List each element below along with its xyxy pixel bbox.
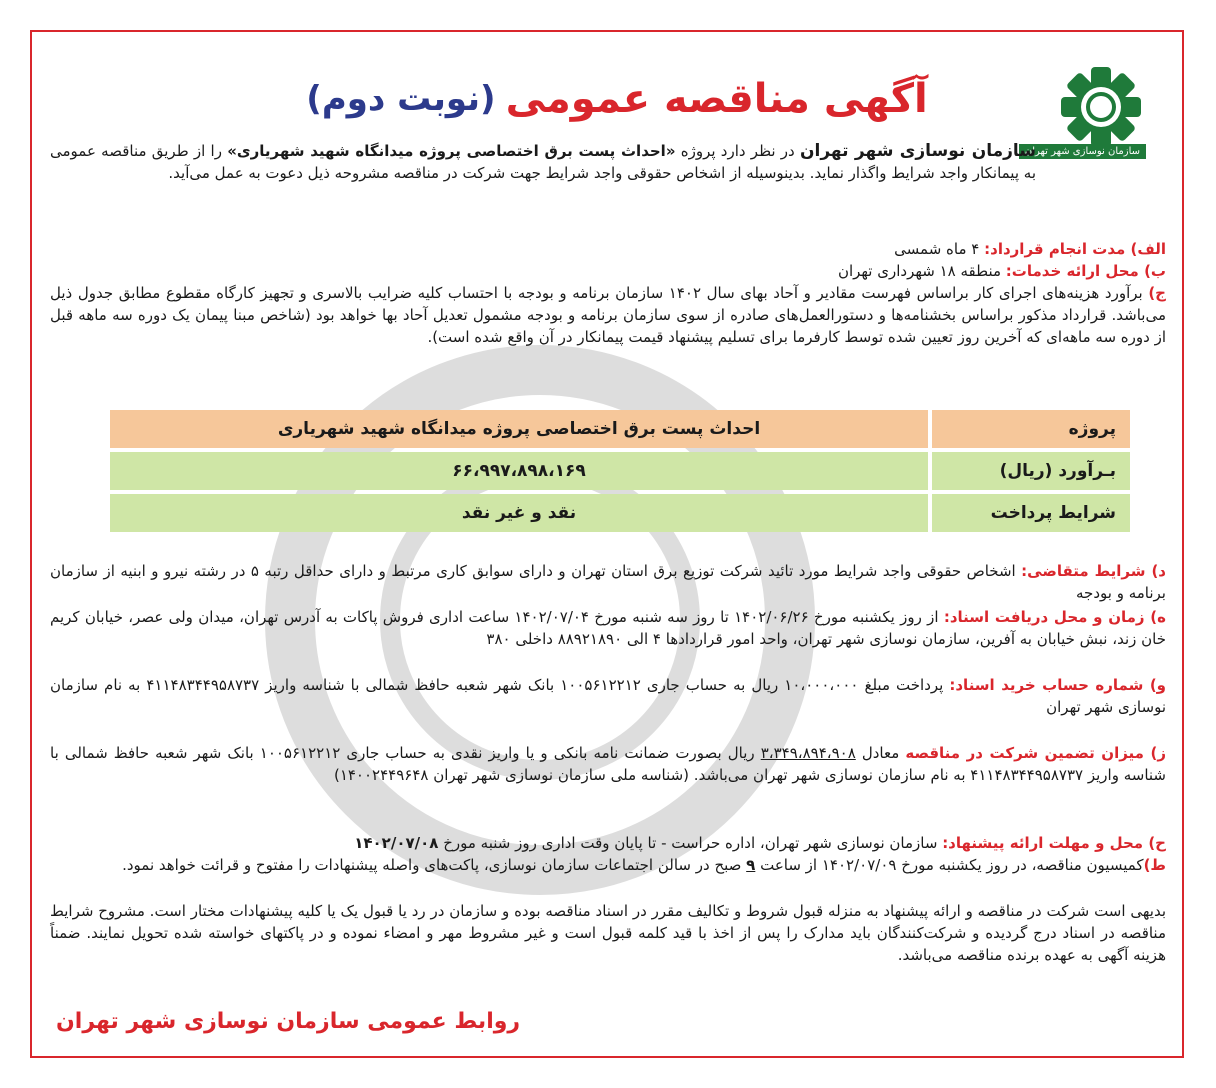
dal-value: اشخاص حقوقی واجد شرایط مورد تائید شرکت توزیع برق استان تهران و دارای سوابق کاری مرتبط و دارای حداقل رتبه ۵ در رشته نیرو و ابنیه از سازمان برنامه و بودجه <box>50 562 1166 602</box>
dal-label: د) شرایط متقاضی: <box>1021 562 1166 580</box>
intro-text-2: را از طریق مناقصه عمومی به پیمانکار واجد شرایط واگذار نماید. بدینوسیله از اشخاص حقوقی واجد شرایط جهت شرکت در مناقصه مشروحه ذیل دعوت به عمل می‌آید. <box>50 142 1036 182</box>
intro-project: «احداث پست برق اختصاصی پروژه میدانگاه شهید شهریاری» <box>227 142 676 160</box>
ze-value: ریال بصورت ضمانت نامه بانکی و یا واریز نقدی به حساب جاری ۱۰۰۵۶۱۲۲۱۲ بانک شهر شعبه حافظ شمالی با شناسه واریز ۴۱۱۴۸۳۴۴۹۵۸۷۳۷ به نام سازمان نوسازی شهر تهران می‌باشد. (شناسه ملی سازمان نوسازی شهر تهران ۱۴۰۰۲۴۴۹۶۴۸) <box>50 744 1166 784</box>
page-title <box>190 64 1044 134</box>
he2-date: ۱۴۰۲/۰۷/۰۸ <box>354 834 439 852</box>
he2-label: ح) محل و مهلت ارائه پیشنهاد: <box>942 834 1166 852</box>
section-ta <box>50 854 1166 876</box>
section-ze <box>50 742 1166 786</box>
table-row <box>110 452 1130 490</box>
org-name-badge: سازمان نوسازی شهر تهران <box>1019 144 1146 159</box>
ta-hour: ۹ <box>746 856 756 874</box>
footer-signature: روابط عمومی سازمان نوسازی شهر تهران <box>56 1009 521 1034</box>
he-label: ه) زمان و محل دریافت اسناد: <box>943 608 1166 626</box>
title-main: آگهی مناقصه عمومی <box>505 76 928 122</box>
table-value-cell: ۶۶،۹۹۷،۸۹۸،۱۶۹ <box>110 452 928 490</box>
table-header-cell: پروژه <box>932 410 1130 448</box>
table-header-cell: بـرآورد (ریال) <box>932 452 1130 490</box>
be-value: منطقه ۱۸ شهرداری تهران <box>837 262 1006 280</box>
table-header-cell: شرایط پرداخت <box>932 494 1130 532</box>
closing-paragraph <box>50 900 1166 966</box>
notice-frame <box>30 30 1184 1058</box>
organization-logo-icon <box>1056 62 1146 152</box>
ta-pre: کمیسیون مناقصه، در روز یکشنبه مورخ ۱۴۰۲/۰۷/۰۹ از ساعت <box>755 856 1144 874</box>
intro-org: سازمان نوسازی شهر تهران <box>799 141 1037 161</box>
table-row <box>110 494 1130 532</box>
table-row <box>110 410 1130 448</box>
jim-label: ج) <box>1148 284 1166 302</box>
ta-label: ط) <box>1143 856 1166 874</box>
vav-label: و) شماره حساب خرید اسناد: <box>949 676 1166 694</box>
intro-text-1: در نظر دارد پروژه <box>675 142 800 160</box>
jim-value: برآورد هزینه‌های اجرای کار براساس فهرست مقادیر و آحاد بهای سال ۱۴۰۲ سازمان برنامه و بودجه با احتساب کلیه ضرایب بالاسری و تجهیز کارگاه مقطوع مطابق جدول ذیل می‌باشد. قرارداد مذکور براساس بخشنامه‌ها و دستورالعمل‌های صادره از سوی سازمان برنامه و بودجه مشمول تعدیل آحاد بها خواهد بود (شاخص مبنا پیمان یک دوره سه ماهه قبل از دوره سه ماهه‌ای که آخرین روز تعیین شده توسط کارفرما برای تسلیم پیشنهاد قیمت پیمانکار در آن واقع شده است). <box>50 284 1166 346</box>
intro-paragraph <box>50 140 1166 184</box>
table-value-cell: نقد و غیر نقد <box>110 494 928 532</box>
ta-value: صبح در سالن اجتماعات سازمان نوسازی، پاکت‌های واصله پیشنهادات را مفتوح و قرائت خواهد نمود. <box>122 856 747 874</box>
closing-text: بدیهی است شرکت در مناقصه و ارائه پیشنهاد به منزله قبول شروط و تکالیف مقرر در اسناد مناقصه بوده و سازمان در رد یا قبول یک یا کلیه پیشنهادات مختار است. مشروح شرایط مناقصه در اسناد درج گردیده و شرکت‌کنندگان باید مدارک را پس از اخذ با قید کلمه قبول است و غیر مشروط مهر و امضاء نموده و در پاکتهای خواسته شده تحویل نمایند. ضمناً هزینه آگهی به عهده برنده مناقصه می‌باشد. <box>50 902 1166 964</box>
vav-value: پرداخت مبلغ ۱۰،۰۰۰،۰۰۰ ریال به حساب جاری ۱۰۰۵۶۱۲۲۱۲ بانک شهر شعبه حافظ شمالی با شناسه واریز ۴۱۱۴۸۳۴۴۹۵۸۷۳۷ به نام سازمان نوسازی شهر تهران <box>50 676 1166 716</box>
section-he2 <box>50 832 1166 854</box>
section-alef <box>50 238 1166 260</box>
section-be <box>50 260 1166 282</box>
ze-pre: معادل <box>855 744 906 762</box>
ze-amount: ۳،۳۴۹،۸۹۴،۹۰۸ <box>760 744 856 762</box>
title-sub: (نوبت دوم) <box>306 79 496 119</box>
section-dal <box>50 560 1166 604</box>
table-value-cell: احداث پست برق اختصاصی پروژه میدانگاه شهید شهریاری <box>110 410 928 448</box>
he-value: از روز یکشنبه مورخ ۱۴۰۲/۰۶/۲۶ تا روز سه شنبه مورخ ۱۴۰۲/۰۷/۰۴ ساعت اداری فروش پاکات به آدرس تهران، میدان ولی عصر، خیابان کریم خان زند، نبش خیابان به آفرین، سازمان نوسازی شهر تهران، واحد امور قراردادها ۴ الی ۸۸۹۲۱۸۹۰ داخلی ۳۸۰ <box>50 608 1166 648</box>
section-jim <box>50 282 1166 348</box>
section-he <box>50 606 1166 650</box>
section-vav <box>50 674 1166 718</box>
be-label: ب) محل ارائه خدمات: <box>1005 262 1166 280</box>
project-table <box>106 406 1134 536</box>
alef-label: الف) مدت انجام قرارداد: <box>984 240 1166 258</box>
he2-value: سازمان نوسازی شهر تهران، اداره حراست - تا پایان وقت اداری روز شنبه مورخ <box>438 834 943 852</box>
ze-label: ز) میزان تضمین شرکت در مناقصه <box>905 744 1166 762</box>
alef-value: ۴ ماه شمسی <box>894 240 985 258</box>
